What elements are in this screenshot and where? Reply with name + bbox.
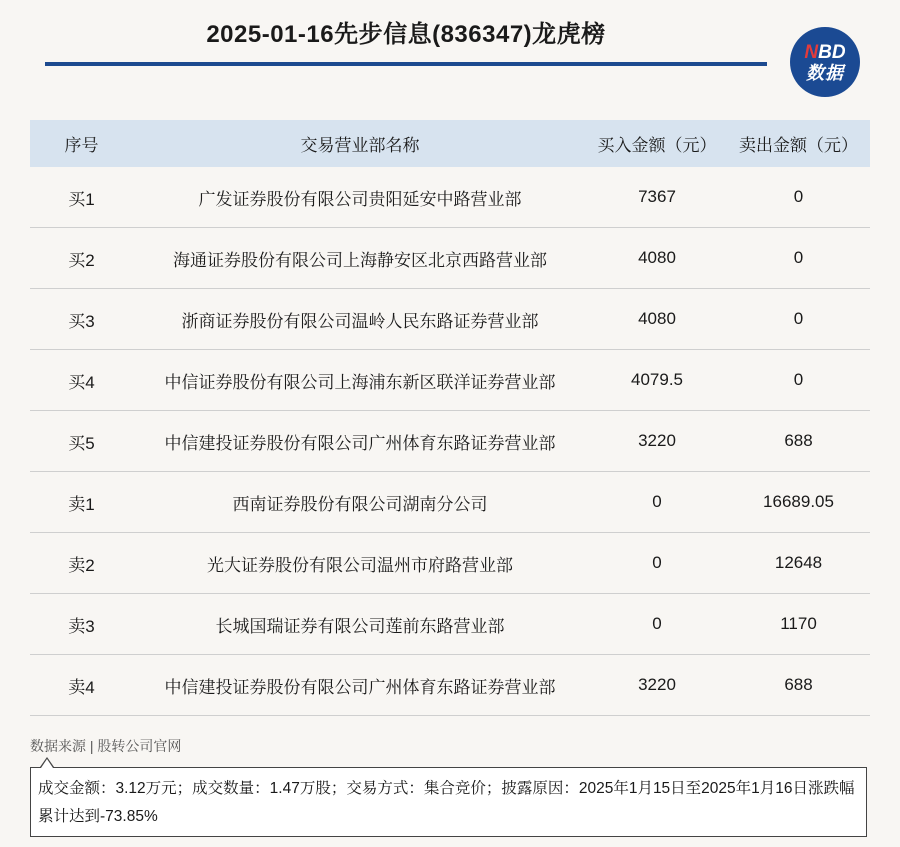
row-seq: 买1 (68, 189, 95, 209)
row-branch-name: 中信建投证券股份有限公司广州体育东路证券营业部 (164, 677, 556, 697)
row-sell-amount: 16689.05 (763, 492, 834, 511)
table-row (30, 228, 870, 289)
row-buy-amount: 4079.5 (631, 370, 683, 389)
row-sell-amount: 0 (793, 187, 804, 206)
row-seq: 买4 (68, 372, 95, 392)
row-buy-amount: 7367 (638, 187, 676, 206)
row-seq: 买2 (68, 250, 95, 270)
note-pointer-fill (41, 759, 53, 768)
table-row (30, 350, 870, 411)
row-branch-name: 浙商证券股份有限公司温岭人民东路证券营业部 (181, 311, 539, 331)
table-header (30, 120, 870, 167)
trade-summary-note: 成交金额：3.12万元；成交数量：1.47万股；交易方式：集合竞价；披露原因：2025年1月15日至2025年1月16日涨跌幅累计达到-73.85% (30, 767, 867, 837)
row-buy-amount: 0 (652, 553, 662, 572)
row-branch-name: 光大证券股份有限公司温州市府路营业部 (207, 555, 513, 575)
row-seq: 买3 (68, 311, 95, 331)
row-sell-amount: 0 (793, 370, 804, 389)
row-branch-name: 长城国瑞证券有限公司莲前东路营业部 (215, 616, 505, 636)
header-seq: 序号 (64, 136, 99, 155)
row-branch-name: 中信证券股份有限公司上海浦东新区联洋证券营业部 (164, 372, 556, 392)
header-branch-name: 交易营业部名称 (300, 136, 420, 155)
row-seq: 卖3 (68, 616, 95, 636)
row-branch-name: 海通证券股份有限公司上海静安区北京西路营业部 (173, 250, 547, 270)
data-source: 数据来源 | 股转公司官网 (30, 738, 182, 754)
dragon-tiger-table (30, 120, 870, 716)
row-sell-amount: 688 (784, 675, 813, 694)
logo-letter-n: N (804, 41, 819, 63)
logo-subtitle: 数据 (806, 62, 844, 83)
row-sell-amount: 0 (793, 248, 804, 267)
table-row (30, 472, 870, 533)
row-sell-amount: 12648 (774, 553, 823, 572)
row-branch-name: 中信建投证券股份有限公司广州体育东路证券营业部 (164, 433, 556, 453)
row-buy-amount: 0 (652, 492, 662, 511)
table-body (30, 167, 870, 716)
row-seq: 卖4 (68, 677, 95, 697)
table-row (30, 167, 870, 228)
row-seq: 卖2 (68, 555, 95, 575)
table-row (30, 289, 870, 350)
row-seq: 卖1 (68, 494, 95, 514)
row-branch-name: 西南证券股份有限公司湖南分公司 (232, 494, 488, 514)
row-buy-amount: 3220 (638, 675, 676, 694)
row-buy-amount: 4080 (638, 309, 676, 328)
row-seq: 买5 (68, 433, 95, 453)
row-sell-amount: 1170 (780, 614, 817, 633)
row-sell-amount: 688 (784, 431, 813, 450)
table-row (30, 655, 870, 716)
page-title: 2025-01-16先步信息(836347)龙虎榜 (206, 21, 606, 48)
table-row (30, 533, 870, 594)
header-sell-amount: 卖出金额（元） (739, 136, 858, 155)
row-branch-name: 广发证券股份有限公司贵阳延安中路营业部 (198, 189, 522, 209)
row-buy-amount: 0 (652, 614, 662, 633)
logo-letters-bd: BD (818, 41, 846, 63)
nbd-logo (790, 27, 860, 97)
header-buy-amount: 买入金额（元） (597, 136, 717, 155)
row-buy-amount: 3220 (638, 431, 676, 450)
table-row (30, 594, 870, 655)
row-sell-amount: 0 (793, 309, 804, 328)
title-underline (45, 62, 767, 66)
table-row (30, 411, 870, 472)
row-buy-amount: 4080 (638, 248, 676, 267)
